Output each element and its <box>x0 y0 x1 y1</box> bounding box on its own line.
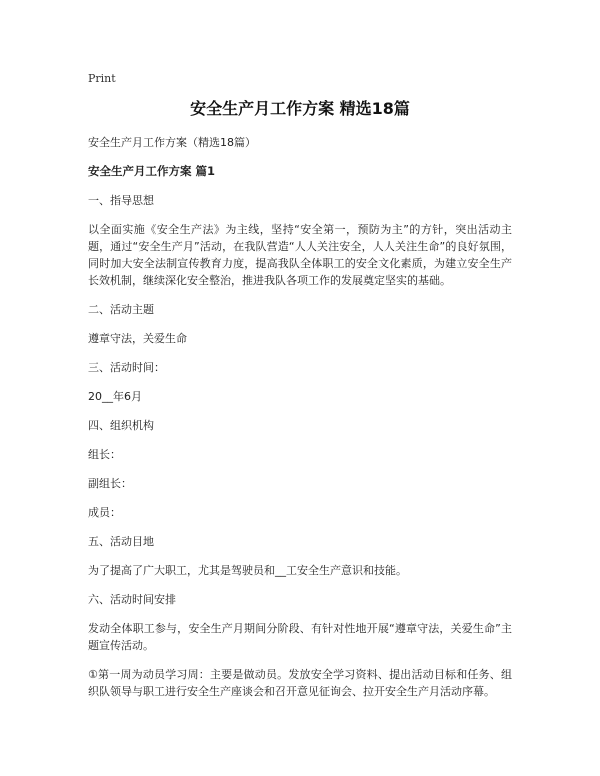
heading-guiding-thought: 一、指导思想 <box>88 194 154 207</box>
line-members: 成员： <box>88 506 121 519</box>
line-deputy-leader: 副组长： <box>88 477 132 490</box>
heading-schedule: 六、活动时间安排 <box>88 593 176 606</box>
paragraph-activity-purpose: 为了提高了广大职工，尤其是驾驶员和__工安全生产意识和技能。 <box>88 564 407 577</box>
paragraph-week-one: ①第一周为动员学习周：主要是做动员。发放安全学习资料、提出活动目标和任务、组织队领导与职工进行安全生产座谈会和召开意见征询会、拉开安全生产月活动序幕。 <box>88 668 512 698</box>
line-leader: 组长： <box>88 448 121 461</box>
paragraph-schedule: 发动全体职工参与，安全生产月期间分阶段、有针对性地开展“遵章守法，关爱生命”主题宣传活动。 <box>88 622 512 652</box>
heading-activity-theme: 二、活动主题 <box>88 303 154 316</box>
paragraph-activity-time: 20__年6月 <box>88 390 142 403</box>
section-title: 安全生产月工作方案 篇1 <box>88 164 216 178</box>
paragraph-guiding-thought: 以全面实施《安全生产法》为主线，坚持“安全第一，预防为主”的方针，突出活动主题，通过“安全生产月”活动，在我队营造“人人关注安全，人人关注生命”的良好氛围，同时加大安全法制宣传教育力度，提高我队全体职工的安全文化素质，为建立安全生产长效机制，继续深化安全整治，推进我队各项工作的发展奠定坚实的基础。 <box>88 223 512 287</box>
document-title: 安全生产月工作方案 精选18篇 <box>190 99 410 118</box>
paragraph-activity-theme: 遵章守法，关爱生命 <box>88 332 187 345</box>
heading-activity-purpose: 五、活动目地 <box>88 535 154 548</box>
heading-activity-time: 三、活动时间： <box>88 361 165 374</box>
print-label: Print <box>88 72 116 85</box>
heading-organization: 四、组织机构 <box>88 419 154 432</box>
document-subtitle: 安全生产月工作方案（精选18篇） <box>88 136 256 149</box>
